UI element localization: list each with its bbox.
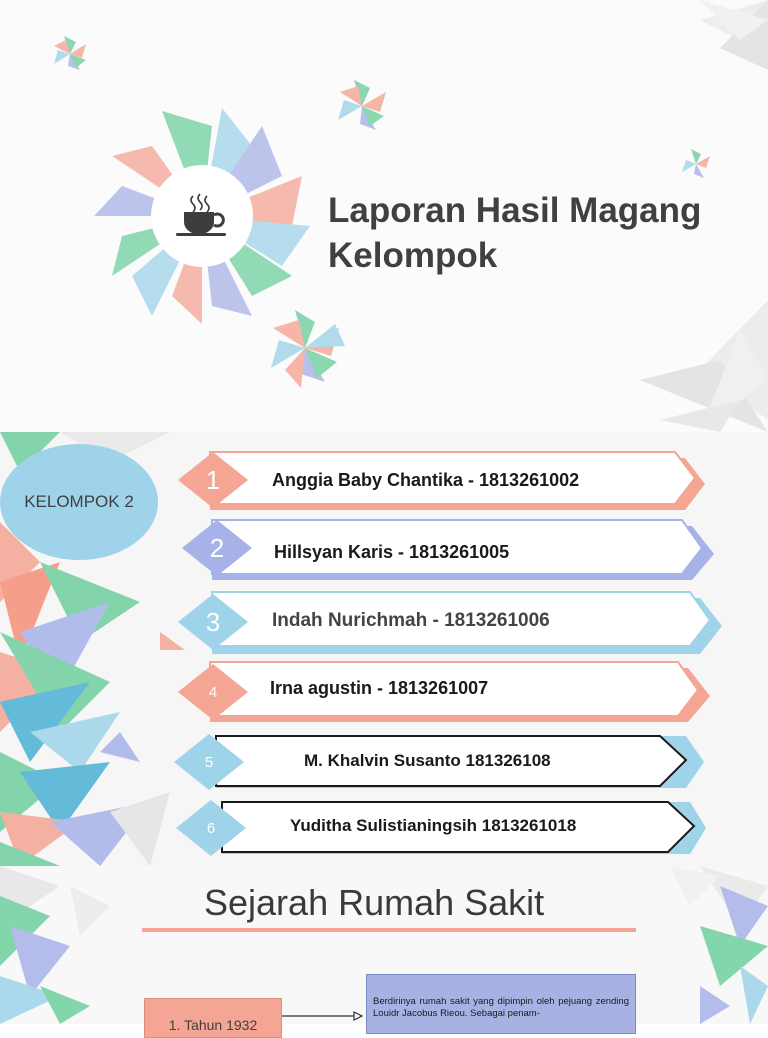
title-line-2: Kelompok (328, 236, 498, 275)
member-name-2: Hillsyan Karis - 1813261005 (274, 542, 510, 562)
member-number-6-badge (174, 798, 248, 858)
group-label-badge (0, 444, 158, 560)
title-line-1: Laporan Hasil Magang (328, 191, 702, 230)
member-row-5 (170, 730, 730, 794)
history-slide (0, 866, 768, 1033)
member-name-6: Yuditha Sulistianingsih 1813261018 (290, 816, 577, 835)
member-number-3: 3 (205, 606, 221, 637)
group-label: KELOMPOK 2 (24, 492, 134, 511)
decor-gray-star-bottom (640, 300, 768, 432)
description-text: Berdirinya rumah sakit yang dipimpin oleh pejuang zending Louidr Jacobus Rieou. Sebagai penam- (373, 996, 629, 1019)
history-title: Sejarah Rumah Sakit (204, 882, 545, 923)
member-number-1-badge (176, 450, 250, 510)
member-number-4: 4 (208, 683, 218, 701)
decor-gray-star-top (700, 0, 768, 70)
member-row-2 (170, 516, 730, 580)
decor-small-flower-2 (338, 80, 386, 130)
member-name-3: Indah Nurichmah - 1813261006 (272, 610, 550, 631)
decor-small-flower-1 (54, 36, 86, 70)
member-number-5-badge (172, 732, 246, 792)
member-number-6: 6 (206, 819, 216, 837)
description-box (366, 974, 636, 1034)
member-number-2-badge (180, 518, 254, 578)
year-box (144, 998, 282, 1038)
member-row-4 (170, 658, 730, 722)
member-number-2: 2 (209, 532, 225, 563)
presentation-title (328, 188, 748, 278)
member-number-4-badge (176, 662, 250, 722)
member-name-1: Anggia Baby Chantika - 1813261002 (272, 470, 580, 490)
member-row-3 (170, 588, 730, 652)
member-number-3-badge (176, 592, 250, 652)
year-label: 1. Tahun 1932 (168, 1017, 258, 1033)
member-name-4: Irna agustin - 1813261007 (270, 678, 489, 698)
member-number-1: 1 (205, 464, 221, 495)
group-members-slide (0, 432, 768, 866)
decor-small-flower-3 (682, 149, 710, 178)
member-name-5: M. Khalvin Susanto 181326108 (304, 751, 551, 770)
member-row-1 (170, 448, 730, 512)
member-row-6 (170, 796, 730, 860)
connector-arrow-icon (282, 1010, 368, 1022)
member-number-5: 5 (204, 753, 214, 771)
title-underline (142, 928, 636, 932)
title-slide (0, 0, 768, 432)
decor-small-flower-4 (271, 310, 345, 388)
